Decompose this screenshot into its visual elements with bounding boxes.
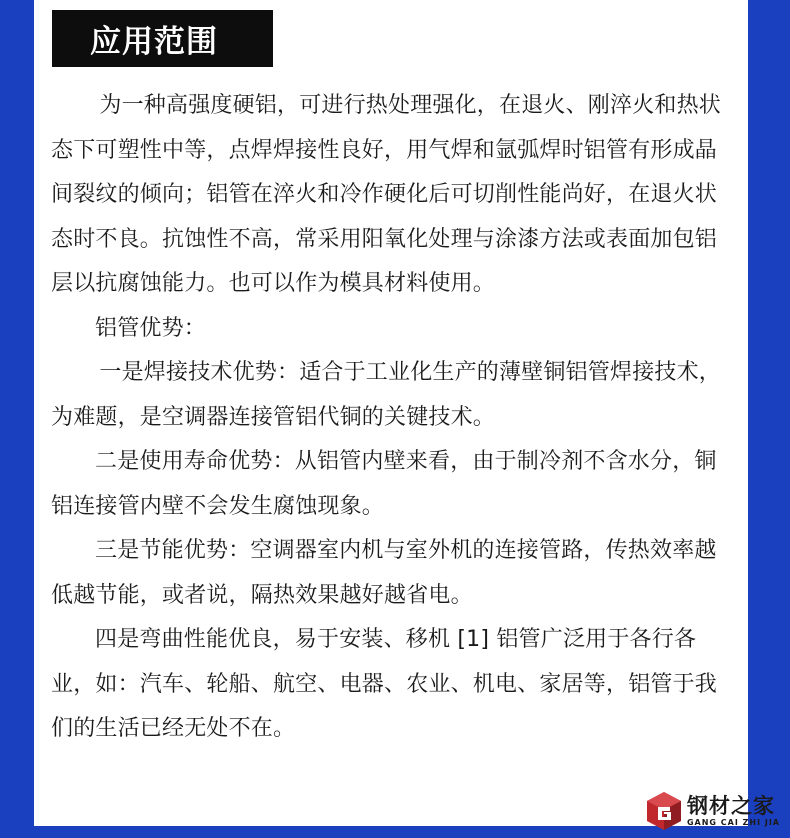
paragraph-intro: 为一种高强度硬铝，可进行热处理强化，在退火、刚淬火和热状态下可塑性中等，点焊焊接性良好，用气焊和氩弧焊时铝管有形成晶间裂纹的倾向；铝管在淬火和冷作硬化后可切削性能尚好，在退火状态时不良。抗蚀性不高，常采用阳氧化处理与涂漆方法或表面加包铝层以抗腐蚀能力。也可以作为模具材料使用。 [51, 93, 721, 296]
brand-cube-icon [645, 790, 683, 832]
paragraph-advantage-4: 四是弯曲性能优良，易于安装、移机 [1] 铝管广泛用于各行各业，如：汽车、轮船、航空、电器、农业、机电、家居等，铝管于我们的生活已经无处不在。 [51, 627, 718, 741]
section-title-box [52, 10, 273, 67]
section-title: 应用范围 [90, 24, 218, 60]
brand-name-cn: 钢材之家 [686, 794, 775, 818]
paragraph-advantage-2: 二是使用寿命优势：从铝管内壁来看，由于制冷剂不含水分，铜铝连接管内壁不会发生腐蚀现象。 [51, 449, 717, 519]
paragraph-advantage-3: 三是节能优势：空调器室内机与室外机的连接管路，传热效率越低越节能，或者说，隔热效果越好越省电。 [51, 538, 717, 608]
paragraph-advantage-1: 一是焊接技术优势：适合于工业化生产的薄壁铜铝管焊接技术，为难题，是空调器连接管铝代铜的关键技术。 [51, 360, 721, 430]
content-panel [34, 0, 748, 826]
body-text [51, 84, 731, 752]
paragraph-advantages-heading: 铝管优势： [95, 315, 207, 341]
brand-logo [645, 790, 780, 832]
brand-name-en: GANG CAI ZHI JIA [686, 818, 780, 827]
